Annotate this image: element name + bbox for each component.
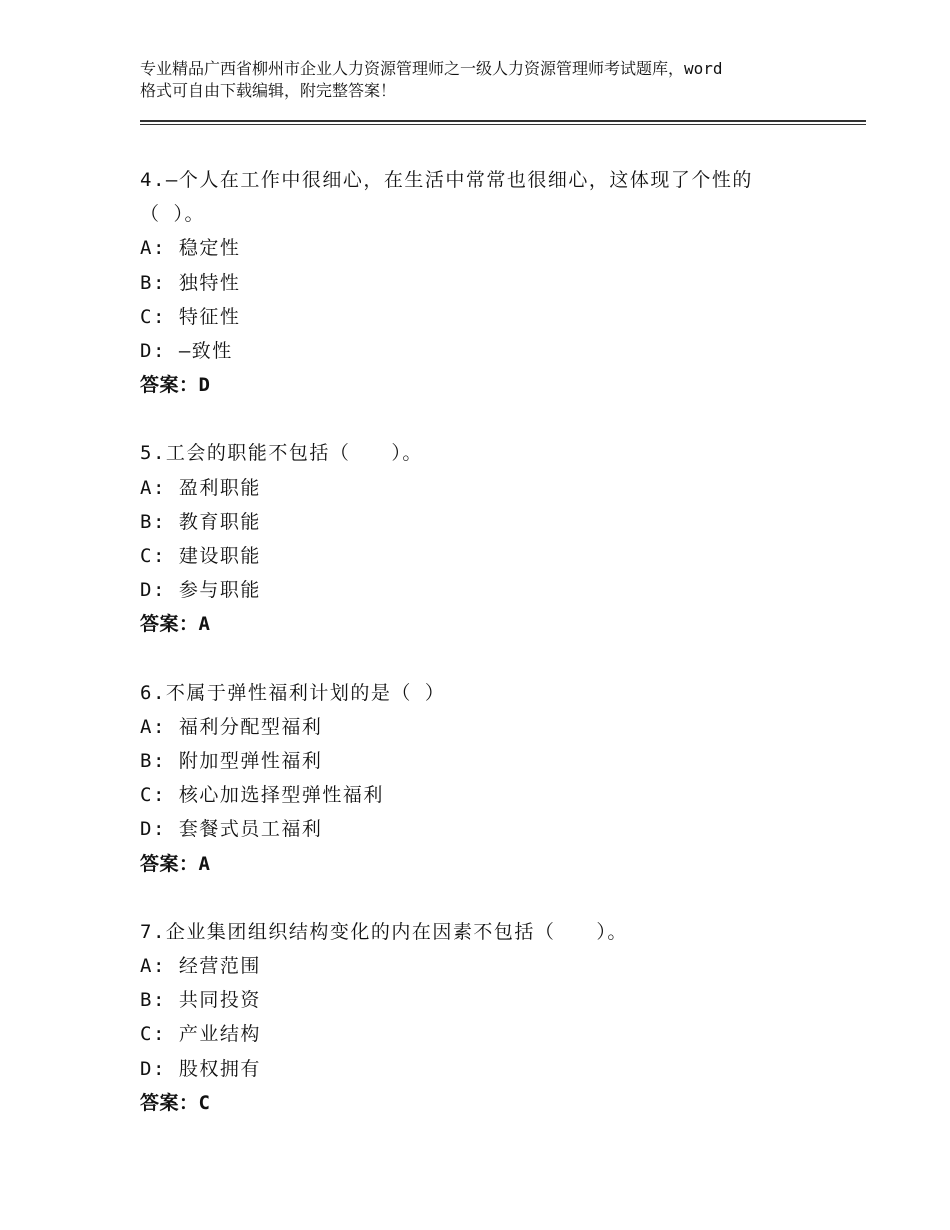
question-7 (140, 915, 860, 1120)
question-6 (140, 676, 860, 881)
option-d: D: 套餐式员工福利 (140, 818, 323, 841)
option-d: D: 参与职能 (140, 579, 261, 602)
option-c: C: 特征性 (140, 305, 241, 328)
question-5 (140, 436, 860, 641)
question-4 (140, 163, 860, 402)
document-header (140, 58, 840, 102)
answer-line (140, 1086, 860, 1120)
answer-value: C (198, 1091, 211, 1114)
answer-line (140, 368, 860, 402)
question-stem: 6.不属于弹性福利计划的是（ ） (140, 681, 446, 704)
option-c: C: 产业结构 (140, 1023, 261, 1046)
answer-label: 答案： (140, 1091, 199, 1114)
question-stem: 7.企业集团组织结构变化的内在因素不包括（ ）。 (140, 920, 628, 943)
header-divider-thin (140, 124, 866, 125)
answer-line (140, 607, 860, 641)
option-a: A: 盈利职能 (140, 476, 261, 499)
option-a: A: 福利分配型福利 (140, 715, 323, 738)
question-stem: 5.工会的职能不包括（ ）。 (140, 442, 423, 465)
option-b: B: 教育职能 (140, 510, 261, 533)
option-d: D: —致性 (140, 340, 233, 363)
header-title-line-2: 格式可自由下载编辑，附完整答案！ (140, 81, 397, 100)
question-stem: 4.—个人在工作中很细心，在生活中常常也很细心，这体现了个性的 (140, 169, 753, 191)
option-c: C: 核心加选择型弹性福利 (140, 784, 384, 807)
answer-value: D (198, 374, 211, 397)
option-b: B: 附加型弹性福利 (140, 750, 323, 773)
option-b: B: 独特性 (140, 271, 241, 294)
option-c: C: 建设职能 (140, 545, 261, 568)
option-a: A: 稳定性 (140, 237, 241, 260)
option-a: A: 经营范围 (140, 955, 261, 978)
answer-label: 答案： (140, 852, 199, 875)
option-b: B: 共同投资 (140, 989, 261, 1012)
answer-label: 答案： (140, 613, 199, 636)
header-title-line-1: 专业精品广西省柳州市企业人力资源管理师之一级人力资源管理师考试题库，word (140, 59, 723, 78)
answer-value: A (198, 613, 211, 636)
answer-value: A (198, 852, 211, 875)
answer-line (140, 847, 860, 881)
question-stem-continued: （ ）。 (140, 203, 205, 226)
question-list (140, 163, 860, 1154)
answer-label: 答案： (140, 374, 199, 397)
option-d: D: 股权拥有 (140, 1057, 261, 1080)
header-divider-thick (140, 120, 866, 122)
